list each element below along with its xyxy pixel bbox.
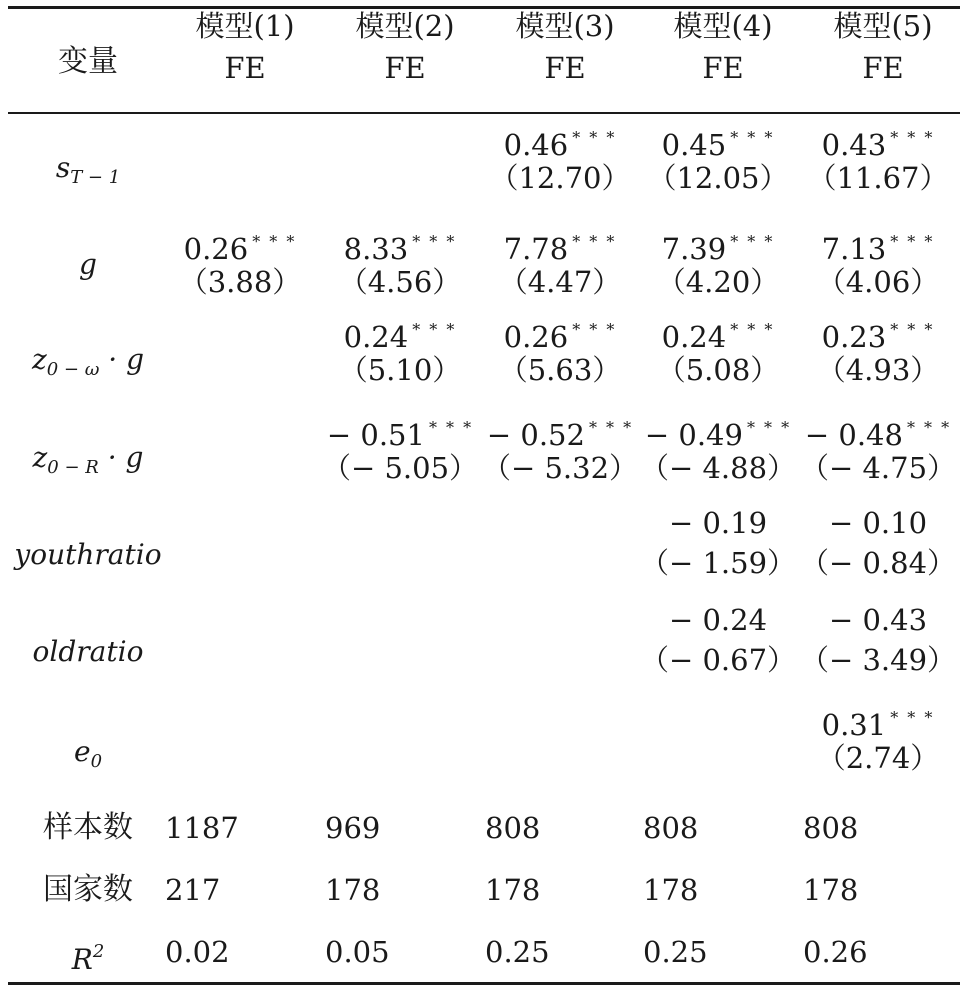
significance-stars: * * * (588, 418, 634, 437)
model-5-method: FE (862, 51, 904, 85)
model-4-method: FE (702, 51, 744, 85)
t-stat-g-model-1: （3.88） (178, 265, 302, 299)
coef-value: 0.24 (343, 320, 409, 354)
stat-r2-model-4: 0.25 (643, 935, 708, 969)
stat-n_obs-model-1: 1187 (165, 811, 239, 845)
coef-youth-model-4 (638, 503, 798, 543)
t-stat-zw-model-2: （5.10） (338, 353, 462, 387)
significance-stars: * * * (890, 320, 935, 339)
significance-stars: * * * (730, 232, 775, 251)
model-3-method: FE (544, 51, 586, 85)
stat-n_countries-model-4: 178 (643, 873, 699, 907)
stat-r2-model-3: 0.25 (485, 935, 550, 969)
var-zw-sub: 0 − ω (46, 359, 100, 380)
stat-n_countries-model-3: 178 (485, 873, 541, 907)
stat-r2-model-1: 0.02 (165, 935, 230, 969)
t-stat-zw-model-5: （4.93） (816, 353, 940, 387)
var-e-main: e (73, 735, 91, 768)
var-zr-tail: · g (98, 441, 144, 474)
stat-n_countries-model-5: 178 (803, 873, 859, 907)
var-zw-tail: · g (99, 343, 145, 376)
model-5-name: 模型(5) (833, 9, 933, 43)
significance-stars: * * * (890, 128, 935, 147)
coef-value: 0.46 (503, 128, 569, 162)
significance-stars: * * * (412, 320, 457, 339)
t-stat-zr-model-4: （− 4.88） (639, 451, 797, 485)
significance-stars: * * * (572, 232, 617, 251)
stat-n_countries-model-1: 217 (165, 873, 221, 907)
stat-n_obs-model-3: 808 (485, 811, 541, 845)
significance-stars: * * * (252, 232, 297, 251)
table-header-rule (8, 112, 960, 114)
header-variable-label: 变量 (58, 44, 118, 79)
t-stat-e0-model-5: （2.74） (816, 741, 940, 775)
coef-value: 7.39 (661, 232, 727, 266)
coef-value: − 0.19 (668, 506, 768, 540)
var-s-lag (8, 148, 168, 198)
var-n-countries: 国家数 (43, 872, 133, 907)
var-s-main: s (55, 151, 71, 184)
model-2-name: 模型(2) (355, 9, 455, 43)
coef-value: 8.33 (343, 232, 409, 266)
stat-n_obs-model-2: 969 (325, 811, 381, 845)
coef-youth-model-5 (798, 503, 958, 543)
table-bottom-rule (8, 982, 960, 985)
model-4-name: 模型(4) (673, 9, 773, 43)
var-g: g (79, 248, 97, 281)
significance-stars: * * * (906, 418, 952, 437)
significance-stars: * * * (890, 232, 935, 251)
var-zw-main: z (31, 343, 47, 376)
coef-old-model-4 (638, 600, 798, 640)
var-z-r-g (8, 438, 168, 488)
model-1-name: 模型(1) (195, 9, 295, 43)
coef-value: 0.31 (821, 708, 887, 742)
stat-n_obs-model-4: 808 (643, 811, 699, 845)
coef-value: − 0.48 (804, 418, 903, 452)
coef-value: − 0.24 (668, 603, 768, 637)
t-stat-zw-model-3: （5.63） (498, 353, 622, 387)
model-2-method: FE (384, 51, 426, 85)
coef-value: − 0.49 (644, 418, 743, 452)
coef-value: − 0.10 (828, 506, 928, 540)
stat-r2-model-5: 0.26 (803, 935, 868, 969)
t-stat-zw-model-4: （5.08） (656, 353, 780, 387)
var-s-sub: T − 1 (70, 167, 121, 188)
t-stat-g-model-4: （4.20） (656, 265, 780, 299)
t-stat-s-model-4: （12.05） (647, 161, 789, 195)
t-stat-youth-model-5: （− 0.84） (799, 546, 957, 580)
coef-value: 0.23 (821, 320, 887, 354)
var-e-sub: 0 (90, 751, 103, 772)
coef-value: 0.45 (661, 128, 727, 162)
coef-old-model-5 (798, 600, 958, 640)
coef-value: 7.13 (821, 232, 887, 266)
t-stat-old-model-5: （− 3.49） (799, 643, 957, 677)
t-stat-zr-model-2: （− 5.05） (321, 451, 479, 485)
t-stat-s-model-3: （12.70） (489, 161, 631, 195)
var-r2-sup: 2 (92, 941, 105, 962)
var-oldratio: oldratio (32, 635, 144, 668)
stat-n_obs-model-5: 808 (803, 811, 859, 845)
significance-stars: * * * (572, 128, 617, 147)
var-youthratio: youthratio (14, 538, 162, 571)
coef-value: − 0.52 (486, 418, 585, 452)
var-e0 (8, 732, 168, 782)
model-1-method: FE (224, 51, 266, 85)
var-z-omega-g (8, 340, 168, 390)
var-r-squared (8, 932, 168, 980)
t-stat-g-model-5: （4.06） (816, 265, 940, 299)
t-stat-g-model-3: （4.47） (498, 265, 622, 299)
var-r2-main: R (71, 943, 93, 976)
coef-value: 0.24 (661, 320, 727, 354)
significance-stars: * * * (890, 708, 935, 727)
coef-value: 0.26 (183, 232, 249, 266)
coef-value: − 0.51 (326, 418, 425, 452)
significance-stars: * * * (572, 320, 617, 339)
var-zr-main: z (32, 441, 48, 474)
coef-value: 0.43 (821, 128, 887, 162)
var-zr-sub: 0 − R (47, 457, 99, 478)
t-stat-zr-model-3: （− 5.32） (481, 451, 639, 485)
t-stat-youth-model-4: （− 1.59） (639, 546, 797, 580)
coef-value: 0.26 (503, 320, 569, 354)
significance-stars: * * * (730, 128, 775, 147)
var-n-obs: 样本数 (43, 810, 133, 845)
stat-n_countries-model-2: 178 (325, 873, 381, 907)
significance-stars: * * * (746, 418, 792, 437)
significance-stars: * * * (412, 232, 457, 251)
coef-value: − 0.43 (828, 603, 928, 637)
coef-value: 7.78 (503, 232, 569, 266)
t-stat-g-model-2: （4.56） (338, 265, 462, 299)
stat-r2-model-2: 0.05 (325, 935, 390, 969)
model-3-name: 模型(3) (515, 9, 615, 43)
t-stat-s-model-5: （11.67） (807, 161, 949, 195)
significance-stars: * * * (428, 418, 474, 437)
significance-stars: * * * (730, 320, 775, 339)
t-stat-zr-model-5: （− 4.75） (799, 451, 957, 485)
t-stat-old-model-4: （− 0.67） (639, 643, 797, 677)
